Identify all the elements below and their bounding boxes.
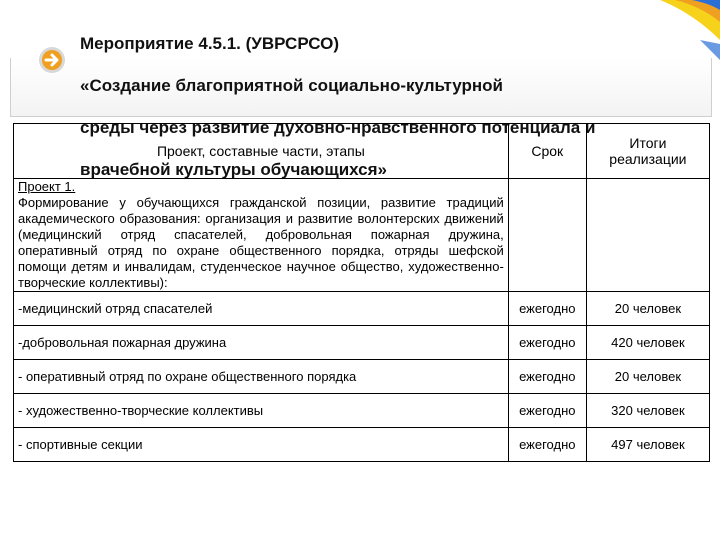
row-term: ежегодно (508, 360, 586, 394)
row-name: -медицинский отряд спасателей (14, 292, 509, 326)
row-result: 320 человек (586, 394, 709, 428)
project-description (14, 179, 509, 292)
row-name: - художественно-творческие коллективы (14, 394, 509, 428)
row-name: - оперативный отряд по охране общественного порядка (14, 360, 509, 394)
title-line-1: Мероприятие 4.5.1. (УВРСРСО) (80, 34, 339, 53)
row-result: 20 человек (586, 292, 709, 326)
table-row (14, 326, 710, 360)
row-term: ежегодно (508, 394, 586, 428)
row-name: -добровольная пожарная дружина (14, 326, 509, 360)
title-line-3: среды через развитие духовно-нравственного потенциала и (80, 118, 596, 137)
table-row (14, 360, 710, 394)
header-term: Срок (508, 124, 586, 179)
title-line-2: «Создание благоприятной социально-культурной (80, 76, 503, 95)
table-row (14, 428, 710, 462)
project-text: Формирование у обучающихся гражданской позиции, развитие традиций академического образования: организация и развитие волонтерских движений (медицинский отряд спасателей, добровольная пожарная дружина, оперативный отряд по охране общественного порядка, отряды шефской помощи детям и инвалидам, студенческое научное общество, художественно-творческие коллективы): (18, 195, 504, 290)
row-result: 20 человек (586, 360, 709, 394)
row-result: 420 человек (586, 326, 709, 360)
row-result: 497 человек (586, 428, 709, 462)
row-term: ежегодно (508, 292, 586, 326)
row-term: ежегодно (508, 428, 586, 462)
project-title: Проект 1. (18, 179, 76, 194)
table-row (14, 394, 710, 428)
title-line-4: врачебной культуры обучающихся» (80, 160, 388, 179)
header-result: Итоги реализации (586, 124, 709, 179)
project-term-empty (508, 179, 586, 292)
project-result-empty (586, 179, 709, 292)
events-table (13, 123, 710, 462)
table-row (14, 292, 710, 326)
row-name: - спортивные секции (14, 428, 509, 462)
arrow-right-circle-icon (38, 46, 66, 74)
header-project: Проект, составные части, этапы (14, 124, 509, 179)
table-header-row (14, 124, 710, 179)
row-term: ежегодно (508, 326, 586, 360)
project-row (14, 179, 710, 292)
